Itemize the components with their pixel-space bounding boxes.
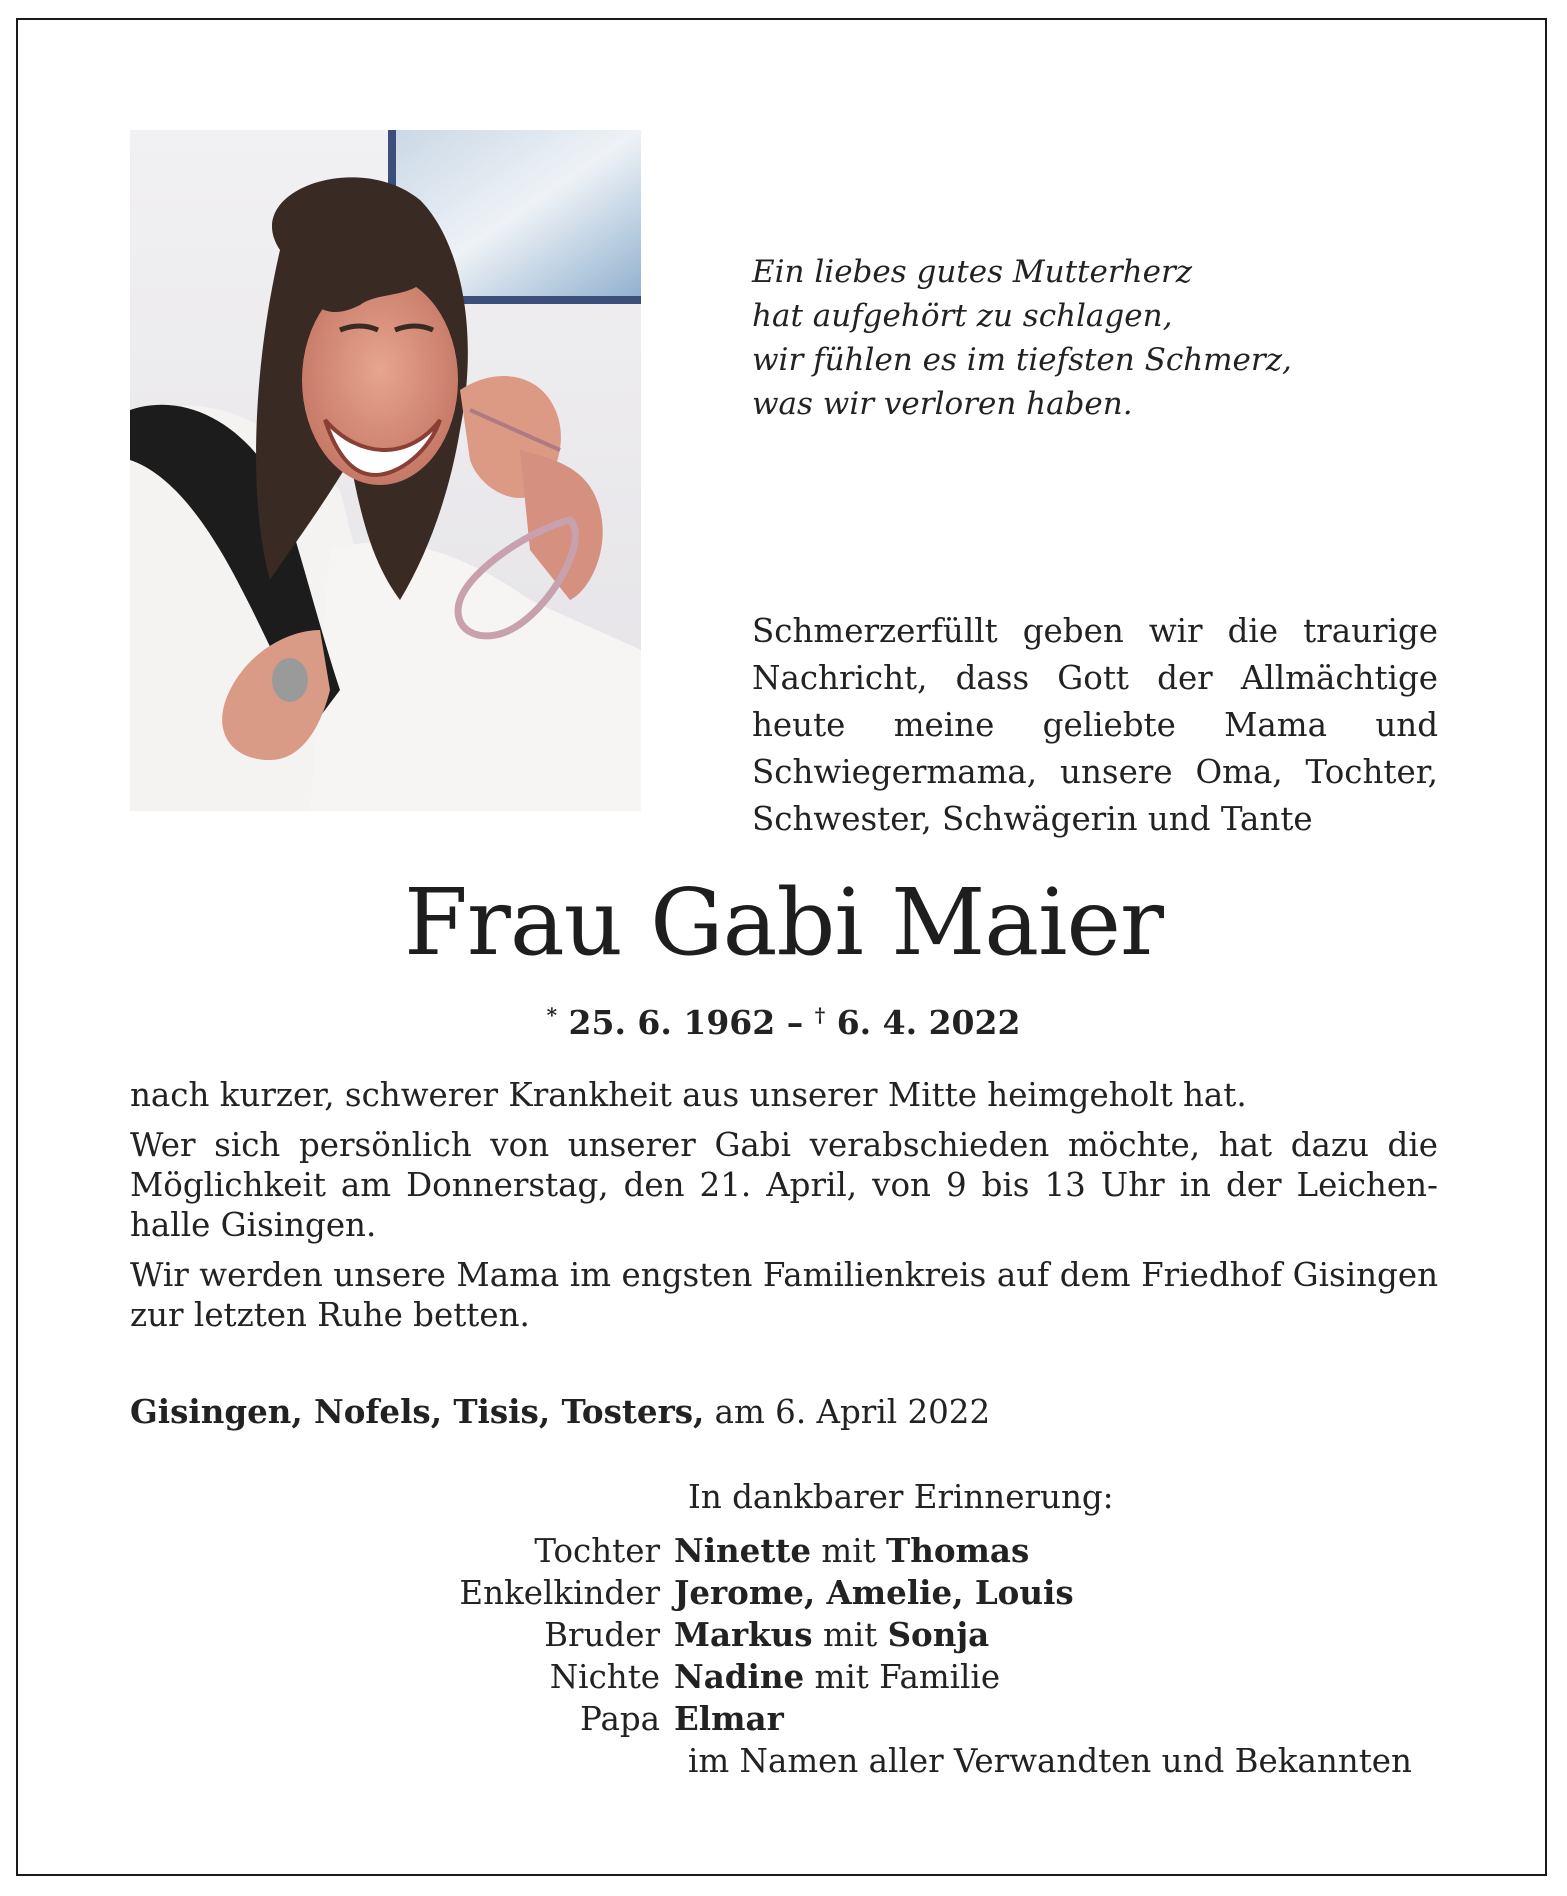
family-names <box>674 1614 989 1656</box>
body-paragraph: Wer sich persönlich von unserer Gabi verabschieden möchte, hat dazu die Möglichkeit am Donnerstag, den 21. April, von 9 bis 13 Uhr in der Leichenhalle Gisingen. <box>130 1126 1438 1244</box>
family-name: Ninette <box>674 1531 812 1570</box>
family-connector: mit <box>822 1616 878 1654</box>
intro-paragraph: Schmerzerfüllt geben wir die traurige Nachricht, dass Gott der Allmächtige heute meine geliebte Mama und Schwiegermama, unsere Oma, Tochter, Schwester, Schwägerin und Tante <box>752 612 1438 838</box>
family-relation: Tochter <box>534 1532 660 1570</box>
family-relation: Enkelkinder <box>459 1574 660 1612</box>
family-name: Sonja <box>887 1615 990 1654</box>
family-names <box>674 1656 1000 1698</box>
portrait-illustration <box>130 130 641 811</box>
family-name: Markus <box>674 1615 813 1654</box>
memorial-poem <box>752 250 1372 426</box>
notice-date: am 6. April 2022 <box>714 1393 991 1431</box>
family-name: Nadine <box>674 1657 805 1696</box>
family-names <box>674 1572 1074 1614</box>
family-connector: mit Familie <box>814 1658 1001 1696</box>
family-row <box>380 1530 1074 1572</box>
body-paragraph: Wir werden unsere Mama im engsten Familienkreis auf dem Friedhof Gisingen zur letzten Ruhe betten. <box>130 1256 1438 1334</box>
family-row <box>380 1572 1074 1614</box>
family-name: Jerome, Amelie, Louis <box>674 1573 1074 1612</box>
family-connector: mit <box>821 1532 876 1570</box>
birth-date: 25. 6. 1962 <box>568 1003 776 1042</box>
family-relation: Papa <box>580 1700 660 1738</box>
body-paragraph: nach kurzer, schwerer Krankheit aus unserer Mitte heimgeholt hat. <box>130 1076 1247 1114</box>
life-dates <box>0 993 1567 1045</box>
family-row <box>380 1656 1074 1698</box>
family-relation: Bruder <box>544 1616 660 1654</box>
poem-line: was wir verloren haben. <box>752 386 1133 422</box>
family-name: Elmar <box>674 1699 784 1738</box>
family-list <box>380 1530 1074 1740</box>
place-and-date <box>130 1392 990 1432</box>
poem-line: wir fühlen es im tiefsten Schmerz, <box>752 342 1292 378</box>
date-separator: – <box>786 1003 804 1042</box>
closing-line: im Namen aller Verwandten und Bekannten <box>688 1742 1412 1780</box>
place-towns: Gisingen, Nofels, Tisis, Tosters, <box>130 1392 705 1431</box>
body-text <box>130 1075 1438 1345</box>
family-names <box>674 1698 784 1740</box>
deceased-name: Frau Gabi Maier <box>404 869 1163 976</box>
family-name: Thomas <box>886 1531 1030 1570</box>
memory-heading: In dankbarer Erinnerung: <box>688 1478 1114 1516</box>
death-symbol: † <box>814 1003 826 1027</box>
poem-line: hat aufgehört zu schlagen, <box>752 298 1173 334</box>
death-date: 6. 4. 2022 <box>836 1003 1021 1042</box>
family-row <box>380 1614 1074 1656</box>
poem-line: Ein liebes gutes Mutterherz <box>752 254 1193 290</box>
family-row <box>380 1698 1074 1740</box>
portrait-photo <box>130 130 641 811</box>
family-names <box>674 1530 1029 1572</box>
family-relation: Nichte <box>549 1658 660 1696</box>
birth-symbol: * <box>546 1003 558 1027</box>
